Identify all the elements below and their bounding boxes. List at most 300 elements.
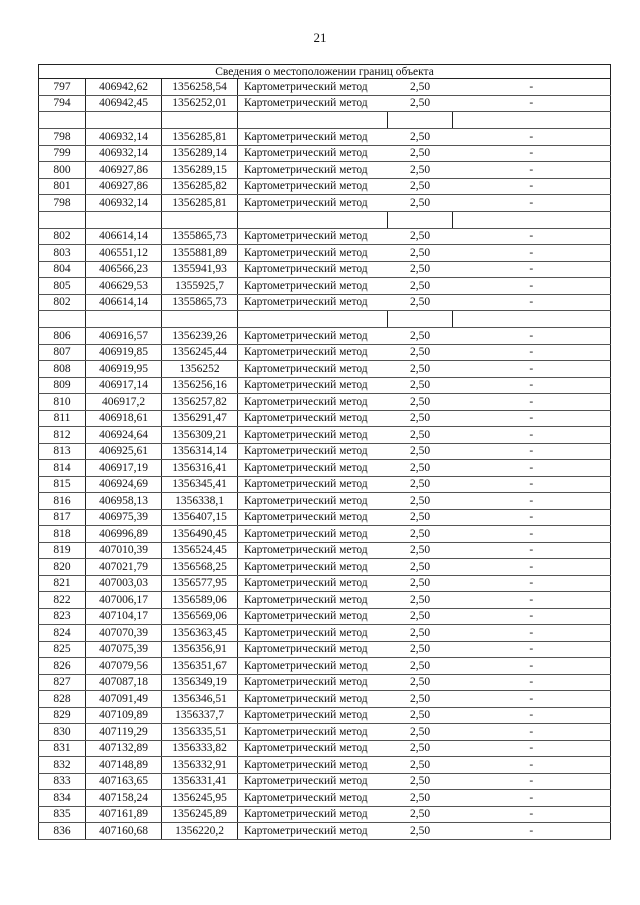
accuracy-cell: 2,50: [388, 228, 453, 245]
point-number-cell: 800: [39, 162, 86, 179]
method-cell: Картометрический метод: [238, 95, 388, 112]
group-spacer-row: [39, 311, 611, 328]
point-number-cell: 810: [39, 394, 86, 411]
accuracy-cell: 2,50: [388, 691, 453, 708]
description-cell: -: [453, 476, 611, 493]
description-cell: -: [453, 806, 611, 823]
method-cell: Картометрический метод: [238, 460, 388, 477]
description-cell: -: [453, 95, 611, 112]
y-coordinate-cell: 1356577,95: [162, 575, 238, 592]
x-coordinate-cell: 407006,17: [86, 592, 162, 609]
x-coordinate-cell: 407104,17: [86, 608, 162, 625]
table-row: [39, 344, 611, 361]
description-cell: -: [453, 658, 611, 675]
method-cell: Картометрический метод: [238, 641, 388, 658]
description-cell: -: [453, 443, 611, 460]
y-coordinate-cell: 1356220,2: [162, 823, 238, 840]
method-cell: Картометрический метод: [238, 509, 388, 526]
description-cell: -: [453, 526, 611, 543]
table-row: [39, 178, 611, 195]
accuracy-cell: 2,50: [388, 757, 453, 774]
table-row: [39, 575, 611, 592]
point-number-cell: 797: [39, 79, 86, 96]
table-row: [39, 278, 611, 295]
description-cell: -: [453, 377, 611, 394]
table-row: [39, 328, 611, 345]
description-cell: -: [453, 625, 611, 642]
spacer-cell: [86, 112, 162, 129]
table-row: [39, 79, 611, 96]
y-coordinate-cell: 1356285,82: [162, 178, 238, 195]
x-coordinate-cell: 406958,13: [86, 493, 162, 510]
x-coordinate-cell: 406919,95: [86, 361, 162, 378]
point-number-cell: 826: [39, 658, 86, 675]
x-coordinate-cell: 406924,69: [86, 476, 162, 493]
y-coordinate-cell: 1355925,7: [162, 278, 238, 295]
y-coordinate-cell: 1356289,15: [162, 162, 238, 179]
point-number-cell: 816: [39, 493, 86, 510]
accuracy-cell: 2,50: [388, 641, 453, 658]
method-cell: Картометрический метод: [238, 195, 388, 212]
description-cell: -: [453, 823, 611, 840]
accuracy-cell: 2,50: [388, 145, 453, 162]
y-coordinate-cell: 1356309,21: [162, 427, 238, 444]
x-coordinate-cell: 406942,45: [86, 95, 162, 112]
point-number-cell: 820: [39, 559, 86, 576]
point-number-cell: 831: [39, 740, 86, 757]
x-coordinate-cell: 406932,14: [86, 145, 162, 162]
description-cell: -: [453, 178, 611, 195]
description-cell: -: [453, 278, 611, 295]
y-coordinate-cell: 1356337,7: [162, 707, 238, 724]
accuracy-cell: 2,50: [388, 195, 453, 212]
point-number-cell: 830: [39, 724, 86, 741]
description-cell: -: [453, 641, 611, 658]
accuracy-cell: 2,50: [388, 509, 453, 526]
description-cell: -: [453, 575, 611, 592]
y-coordinate-cell: 1356245,89: [162, 806, 238, 823]
y-coordinate-cell: 1356256,16: [162, 377, 238, 394]
description-cell: -: [453, 674, 611, 691]
point-number-cell: 803: [39, 245, 86, 262]
y-coordinate-cell: 1356346,51: [162, 691, 238, 708]
method-cell: Картометрический метод: [238, 162, 388, 179]
accuracy-cell: 2,50: [388, 294, 453, 311]
x-coordinate-cell: 406917,2: [86, 394, 162, 411]
table-row: [39, 658, 611, 675]
description-cell: -: [453, 427, 611, 444]
y-coordinate-cell: 1356356,91: [162, 641, 238, 658]
spacer-cell: [162, 311, 238, 328]
description-cell: -: [453, 328, 611, 345]
accuracy-cell: 2,50: [388, 724, 453, 741]
method-cell: Картометрический метод: [238, 261, 388, 278]
x-coordinate-cell: 407132,89: [86, 740, 162, 757]
table-row: [39, 608, 611, 625]
y-coordinate-cell: 1356245,44: [162, 344, 238, 361]
accuracy-cell: 2,50: [388, 443, 453, 460]
point-number-cell: 799: [39, 145, 86, 162]
table-row: [39, 790, 611, 807]
point-number-cell: 817: [39, 509, 86, 526]
spacer-cell: [453, 211, 611, 228]
point-number-cell: 794: [39, 95, 86, 112]
x-coordinate-cell: 407148,89: [86, 757, 162, 774]
accuracy-cell: 2,50: [388, 823, 453, 840]
y-coordinate-cell: 1356252,01: [162, 95, 238, 112]
description-cell: -: [453, 245, 611, 262]
x-coordinate-cell: 407003,03: [86, 575, 162, 592]
table-row: [39, 443, 611, 460]
y-coordinate-cell: 1356332,91: [162, 757, 238, 774]
point-number-cell: 818: [39, 526, 86, 543]
x-coordinate-cell: 407087,18: [86, 674, 162, 691]
spacer-cell: [388, 112, 453, 129]
y-coordinate-cell: 1355865,73: [162, 294, 238, 311]
description-cell: -: [453, 592, 611, 609]
point-number-cell: 819: [39, 542, 86, 559]
accuracy-cell: 2,50: [388, 162, 453, 179]
method-cell: Картометрический метод: [238, 245, 388, 262]
x-coordinate-cell: 406917,14: [86, 377, 162, 394]
y-coordinate-cell: 1355881,89: [162, 245, 238, 262]
y-coordinate-cell: 1356331,41: [162, 773, 238, 790]
y-coordinate-cell: 1356351,67: [162, 658, 238, 675]
point-number-cell: 836: [39, 823, 86, 840]
accuracy-cell: 2,50: [388, 526, 453, 543]
x-coordinate-cell: 407160,68: [86, 823, 162, 840]
description-cell: -: [453, 460, 611, 477]
method-cell: Картометрический метод: [238, 575, 388, 592]
description-cell: -: [453, 691, 611, 708]
spacer-cell: [39, 112, 86, 129]
x-coordinate-cell: 407075,39: [86, 641, 162, 658]
point-number-cell: 801: [39, 178, 86, 195]
description-cell: -: [453, 790, 611, 807]
table-row: [39, 542, 611, 559]
description-cell: -: [453, 740, 611, 757]
method-cell: Картометрический метод: [238, 278, 388, 295]
point-number-cell: 804: [39, 261, 86, 278]
x-coordinate-cell: 406566,23: [86, 261, 162, 278]
table-row: [39, 773, 611, 790]
method-cell: Картометрический метод: [238, 674, 388, 691]
method-cell: Картометрический метод: [238, 806, 388, 823]
method-cell: Картометрический метод: [238, 559, 388, 576]
method-cell: Картометрический метод: [238, 526, 388, 543]
spacer-cell: [453, 311, 611, 328]
x-coordinate-cell: 407070,39: [86, 625, 162, 642]
description-cell: -: [453, 707, 611, 724]
table-row: [39, 195, 611, 212]
group-spacer-row: [39, 211, 611, 228]
spacer-cell: [39, 311, 86, 328]
accuracy-cell: 2,50: [388, 559, 453, 576]
y-coordinate-cell: 1356258,54: [162, 79, 238, 96]
y-coordinate-cell: 1356289,14: [162, 145, 238, 162]
accuracy-cell: 2,50: [388, 707, 453, 724]
spacer-cell: [238, 211, 388, 228]
accuracy-cell: 2,50: [388, 129, 453, 146]
method-cell: Картометрический метод: [238, 294, 388, 311]
accuracy-cell: 2,50: [388, 427, 453, 444]
point-number-cell: 829: [39, 707, 86, 724]
method-cell: Картометрический метод: [238, 740, 388, 757]
y-coordinate-cell: 1356291,47: [162, 410, 238, 427]
table-body: [39, 79, 611, 840]
point-number-cell: 815: [39, 476, 86, 493]
method-cell: Картометрический метод: [238, 377, 388, 394]
x-coordinate-cell: 406916,57: [86, 328, 162, 345]
x-coordinate-cell: 406629,53: [86, 278, 162, 295]
description-cell: -: [453, 261, 611, 278]
group-spacer-row: [39, 112, 611, 129]
method-cell: Картометрический метод: [238, 361, 388, 378]
accuracy-cell: 2,50: [388, 493, 453, 510]
table-row: [39, 162, 611, 179]
accuracy-cell: 2,50: [388, 625, 453, 642]
point-number-cell: 808: [39, 361, 86, 378]
x-coordinate-cell: 406614,14: [86, 228, 162, 245]
x-coordinate-cell: 407163,65: [86, 773, 162, 790]
boundary-coordinates-table: [38, 64, 611, 840]
point-number-cell: 809: [39, 377, 86, 394]
table-row: [39, 410, 611, 427]
point-number-cell: 798: [39, 129, 86, 146]
point-number-cell: 832: [39, 757, 86, 774]
spacer-cell: [388, 311, 453, 328]
x-coordinate-cell: 406551,12: [86, 245, 162, 262]
accuracy-cell: 2,50: [388, 377, 453, 394]
y-coordinate-cell: 1355865,73: [162, 228, 238, 245]
point-number-cell: 828: [39, 691, 86, 708]
description-cell: -: [453, 79, 611, 96]
point-number-cell: 802: [39, 294, 86, 311]
accuracy-cell: 2,50: [388, 542, 453, 559]
method-cell: Картометрический метод: [238, 79, 388, 96]
description-cell: -: [453, 394, 611, 411]
accuracy-cell: 2,50: [388, 410, 453, 427]
table-row: [39, 641, 611, 658]
table-row: [39, 394, 611, 411]
description-cell: -: [453, 509, 611, 526]
description-cell: -: [453, 410, 611, 427]
spacer-cell: [238, 311, 388, 328]
x-coordinate-cell: 406917,19: [86, 460, 162, 477]
table-row: [39, 95, 611, 112]
table-row: [39, 691, 611, 708]
accuracy-cell: 2,50: [388, 245, 453, 262]
point-number-cell: 834: [39, 790, 86, 807]
accuracy-cell: 2,50: [388, 592, 453, 609]
table-row: [39, 476, 611, 493]
accuracy-cell: 2,50: [388, 608, 453, 625]
accuracy-cell: 2,50: [388, 344, 453, 361]
point-number-cell: 823: [39, 608, 86, 625]
method-cell: Картометрический метод: [238, 228, 388, 245]
y-coordinate-cell: 1356333,82: [162, 740, 238, 757]
table-header: Сведения о местоположении границ объекта: [39, 65, 611, 79]
y-coordinate-cell: 1356345,41: [162, 476, 238, 493]
x-coordinate-cell: 406942,62: [86, 79, 162, 96]
x-coordinate-cell: 407161,89: [86, 806, 162, 823]
x-coordinate-cell: 407158,24: [86, 790, 162, 807]
table-row: [39, 724, 611, 741]
y-coordinate-cell: 1356252: [162, 361, 238, 378]
y-coordinate-cell: 1356568,25: [162, 559, 238, 576]
x-coordinate-cell: 406927,86: [86, 162, 162, 179]
accuracy-cell: 2,50: [388, 95, 453, 112]
method-cell: Картометрический метод: [238, 823, 388, 840]
point-number-cell: 827: [39, 674, 86, 691]
method-cell: Картометрический метод: [238, 344, 388, 361]
spacer-cell: [388, 211, 453, 228]
point-number-cell: 805: [39, 278, 86, 295]
description-cell: -: [453, 493, 611, 510]
point-number-cell: 806: [39, 328, 86, 345]
accuracy-cell: 2,50: [388, 460, 453, 477]
x-coordinate-cell: 406996,89: [86, 526, 162, 543]
x-coordinate-cell: 406924,64: [86, 427, 162, 444]
accuracy-cell: 2,50: [388, 674, 453, 691]
method-cell: Картометрический метод: [238, 625, 388, 642]
method-cell: Картометрический метод: [238, 493, 388, 510]
x-coordinate-cell: 407091,49: [86, 691, 162, 708]
point-number-cell: 802: [39, 228, 86, 245]
accuracy-cell: 2,50: [388, 790, 453, 807]
x-coordinate-cell: 407109,89: [86, 707, 162, 724]
spacer-cell: [238, 112, 388, 129]
spacer-cell: [39, 211, 86, 228]
y-coordinate-cell: 1356524,45: [162, 542, 238, 559]
accuracy-cell: 2,50: [388, 361, 453, 378]
accuracy-cell: 2,50: [388, 278, 453, 295]
table-row: [39, 526, 611, 543]
spacer-cell: [453, 112, 611, 129]
description-cell: -: [453, 559, 611, 576]
method-cell: Картометрический метод: [238, 394, 388, 411]
description-cell: -: [453, 294, 611, 311]
x-coordinate-cell: 406927,86: [86, 178, 162, 195]
table-row: [39, 625, 611, 642]
y-coordinate-cell: 1356589,06: [162, 592, 238, 609]
y-coordinate-cell: 1356285,81: [162, 195, 238, 212]
accuracy-cell: 2,50: [388, 740, 453, 757]
accuracy-cell: 2,50: [388, 476, 453, 493]
method-cell: Картометрический метод: [238, 790, 388, 807]
table-row: [39, 261, 611, 278]
table-row: [39, 493, 611, 510]
method-cell: Картометрический метод: [238, 608, 388, 625]
accuracy-cell: 2,50: [388, 328, 453, 345]
y-coordinate-cell: 1356285,81: [162, 129, 238, 146]
table-row: [39, 145, 611, 162]
x-coordinate-cell: 406932,14: [86, 195, 162, 212]
x-coordinate-cell: 406918,61: [86, 410, 162, 427]
spacer-cell: [86, 311, 162, 328]
method-cell: Картометрический метод: [238, 773, 388, 790]
method-cell: Картометрический метод: [238, 443, 388, 460]
method-cell: Картометрический метод: [238, 592, 388, 609]
accuracy-cell: 2,50: [388, 79, 453, 96]
point-number-cell: 807: [39, 344, 86, 361]
table-row: [39, 460, 611, 477]
table-row: [39, 245, 611, 262]
table-row: [39, 740, 611, 757]
point-number-cell: 825: [39, 641, 86, 658]
y-coordinate-cell: 1356239,26: [162, 328, 238, 345]
table-row: [39, 361, 611, 378]
point-number-cell: 813: [39, 443, 86, 460]
description-cell: -: [453, 145, 611, 162]
spacer-cell: [86, 211, 162, 228]
point-number-cell: 824: [39, 625, 86, 642]
y-coordinate-cell: 1356314,14: [162, 443, 238, 460]
description-cell: -: [453, 344, 611, 361]
y-coordinate-cell: 1356569,06: [162, 608, 238, 625]
accuracy-cell: 2,50: [388, 658, 453, 675]
y-coordinate-cell: 1356363,45: [162, 625, 238, 642]
accuracy-cell: 2,50: [388, 394, 453, 411]
point-number-cell: 822: [39, 592, 86, 609]
description-cell: -: [453, 162, 611, 179]
description-cell: -: [453, 773, 611, 790]
method-cell: Картометрический метод: [238, 145, 388, 162]
accuracy-cell: 2,50: [388, 261, 453, 278]
description-cell: -: [453, 757, 611, 774]
accuracy-cell: 2,50: [388, 773, 453, 790]
method-cell: Картометрический метод: [238, 328, 388, 345]
method-cell: Картометрический метод: [238, 707, 388, 724]
description-cell: -: [453, 129, 611, 146]
x-coordinate-cell: 407021,79: [86, 559, 162, 576]
method-cell: Картометрический метод: [238, 427, 388, 444]
y-coordinate-cell: 1356316,41: [162, 460, 238, 477]
y-coordinate-cell: 1356338,1: [162, 493, 238, 510]
point-number-cell: 821: [39, 575, 86, 592]
table-row: [39, 377, 611, 394]
table-row: [39, 294, 611, 311]
spacer-cell: [162, 112, 238, 129]
point-number-cell: 798: [39, 195, 86, 212]
description-cell: -: [453, 361, 611, 378]
point-number-cell: 835: [39, 806, 86, 823]
point-number-cell: 833: [39, 773, 86, 790]
y-coordinate-cell: 1356335,51: [162, 724, 238, 741]
x-coordinate-cell: 406614,14: [86, 294, 162, 311]
y-coordinate-cell: 1356349,19: [162, 674, 238, 691]
table-row: [39, 228, 611, 245]
x-coordinate-cell: 407010,39: [86, 542, 162, 559]
accuracy-cell: 2,50: [388, 178, 453, 195]
table-row: [39, 509, 611, 526]
x-coordinate-cell: 406932,14: [86, 129, 162, 146]
method-cell: Картометрический метод: [238, 658, 388, 675]
y-coordinate-cell: 1356407,15: [162, 509, 238, 526]
point-number-cell: 812: [39, 427, 86, 444]
description-cell: -: [453, 195, 611, 212]
description-cell: -: [453, 228, 611, 245]
description-cell: -: [453, 724, 611, 741]
x-coordinate-cell: 406975,39: [86, 509, 162, 526]
y-coordinate-cell: 1356490,45: [162, 526, 238, 543]
page-number: 21: [313, 30, 327, 45]
spacer-cell: [162, 211, 238, 228]
description-cell: -: [453, 608, 611, 625]
table-row: [39, 757, 611, 774]
x-coordinate-cell: 406925,61: [86, 443, 162, 460]
table-row: [39, 129, 611, 146]
